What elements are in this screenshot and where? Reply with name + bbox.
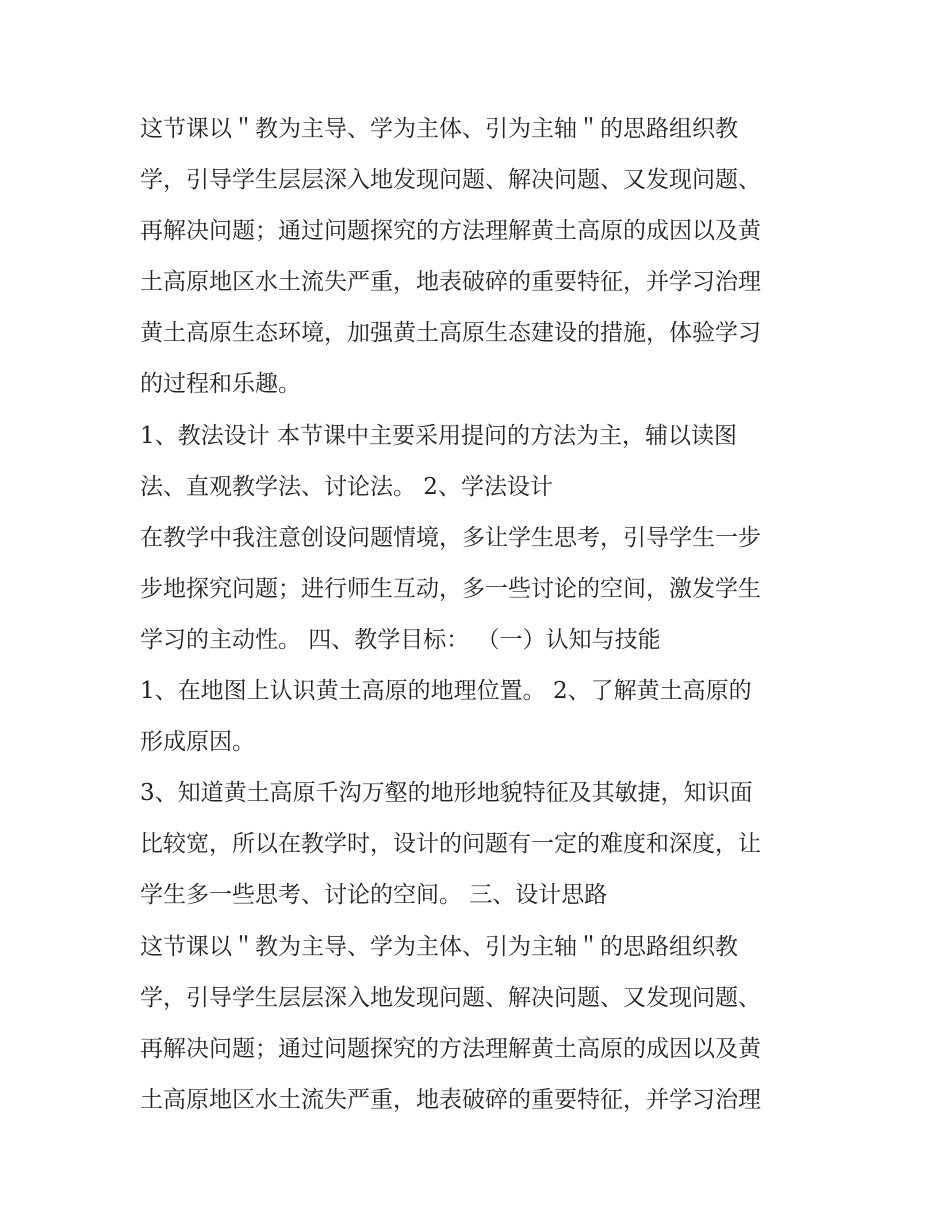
text-line: 学习的主动性。 四、教学目标： （一）认知与技能 [140,626,661,653]
text-line: 法、直观教学法、讨论法。 2、学法设计 [140,473,553,500]
text-line: 3、知道黄土高原千沟万壑的地形地貌特征及其敏捷，知识面 [140,780,753,807]
text-line: 这节课以＂教为主导、学为主体、引为主轴＂的思路组织教 [140,116,738,142]
text-line: 形成原因。 [140,729,255,756]
text-line: 土高原地区水土流失严重，地表破碎的重要特征，并学习治理 [140,269,761,296]
text-line: 再解决问题；通过问题探究的方法理解黄土高原的成因以及黄 [140,218,761,245]
text-line: 的过程和乐趣。 [140,371,301,398]
text-line: 黄土高原生态环境，加强黄土高原生态建设的措施，体验学习 [140,320,761,347]
text-line: 比较宽，所以在教学时，设计的问题有一定的难度和深度，让 [140,831,761,858]
text-line: 1、在地图上认识黄土高原的地理位置。 2、了解黄土高原的 [140,678,752,705]
text-line: 再解决问题；通过问题探究的方法理解黄土高原的成因以及黄 [140,1035,761,1062]
text-line: 学，引导学生层层深入地发现问题、解决问题、又发现问题、 [140,167,761,194]
text-line: 步地探究问题；进行师生互动，多一些讨论的空间，激发学生 [140,575,761,602]
text-line: 这节课以＂教为主导、学为主体、引为主轴＂的思路组织教 [140,933,738,960]
text-line: 学生多一些思考、讨论的空间。 三、设计思路 [140,882,608,909]
text-line: 土高原地区水土流失严重，地表破碎的重要特征，并学习治理 [140,1086,761,1113]
text-line: 在教学中我注意创设问题情境，多让学生思考，引导学生一步 [140,524,761,551]
body-text [140,104,830,1126]
text-line: 1、教法设计 本节课中主要采用提问的方法为主，辅以读图 [140,422,737,449]
text-line: 学，引导学生层层深入地发现问题、解决问题、又发现问题、 [140,984,761,1011]
